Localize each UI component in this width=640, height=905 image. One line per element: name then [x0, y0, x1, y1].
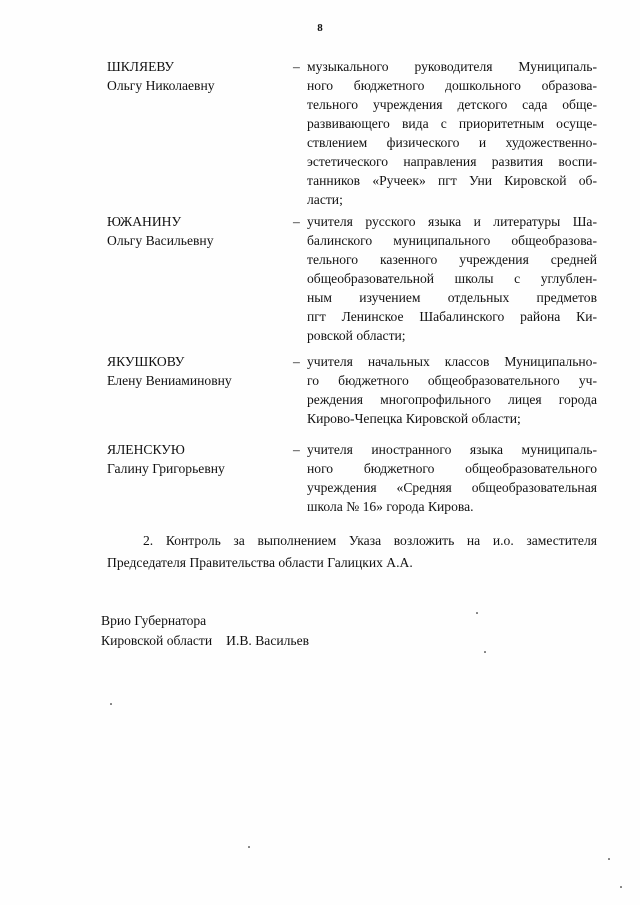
- person-name: [107, 57, 287, 95]
- description-line: школа № 16» города Кирова.: [307, 499, 474, 514]
- scan-speck: [484, 651, 486, 653]
- description-line: ного бюджетного дошкольного образова-: [307, 78, 597, 93]
- person-surname: ЯЛЕНСКУЮ: [107, 442, 185, 457]
- person-given-names: Галину Григорьевну: [107, 461, 225, 476]
- description-line: ствлением физического и художественно-: [307, 135, 597, 150]
- description-line: учителя начальных классов Муниципально-: [307, 354, 597, 369]
- description-line: Кирово-Чепецка Кировской области;: [307, 411, 521, 426]
- signatory-name: И.В. Васильев: [226, 633, 310, 648]
- entry-dash: –: [293, 442, 300, 457]
- scan-speck: [620, 886, 622, 888]
- scan-speck: [476, 612, 478, 614]
- person-given-names: Ольгу Николаевну: [107, 78, 215, 93]
- entry-description: [307, 212, 597, 345]
- person-given-names: Ольгу Васильевну: [107, 233, 214, 248]
- description-line: тельного учреждения детского сада обще-: [307, 97, 597, 112]
- signatory-position: Врио Губернатора: [101, 613, 207, 628]
- description-line: музыкального руководителя Муниципаль-: [307, 59, 597, 74]
- description-line: пгт Ленинское Шабалинского района Ки-: [307, 309, 597, 324]
- person-surname: ЮЖАНИНУ: [107, 214, 182, 229]
- person-surname: ЯКУШКОВУ: [107, 354, 185, 369]
- signatory-line: [101, 631, 309, 651]
- description-line: танников «Ручеек» пгт Уни Кировской об-: [307, 173, 597, 188]
- clause-line: Председателя Правительства области Галицких А.А.: [107, 555, 413, 570]
- entry-dash: –: [293, 214, 300, 229]
- description-line: ласти;: [307, 192, 343, 207]
- entry-description: [307, 440, 597, 516]
- description-line: учителя иностранного языка муниципаль-: [307, 442, 597, 457]
- scan-speck: [248, 846, 250, 848]
- entry-dash: –: [293, 59, 300, 74]
- description-line: го бюджетного общеобразовательного уч-: [307, 373, 597, 388]
- entry-description: [307, 57, 597, 209]
- signatory-region: Кировской области: [101, 633, 213, 648]
- entry-dash: –: [293, 354, 300, 369]
- person-name: [107, 440, 287, 478]
- signature-block: [101, 611, 309, 651]
- scan-speck: [608, 858, 610, 860]
- description-line: ного бюджетного общеобразовательного: [307, 461, 597, 476]
- description-line: балинского муниципального общеобразова-: [307, 233, 597, 248]
- description-line: реждения многопрофильного лицея города: [307, 392, 597, 407]
- clause-line: 2. Контроль за выполнением Указа возложить на и.о. заместителя: [143, 533, 597, 548]
- description-line: учреждения «Средняя общеобразовательная: [307, 480, 597, 495]
- description-line: тельного казенного учреждения средней: [307, 252, 597, 267]
- entry-description: [307, 352, 597, 428]
- description-line: ровской области;: [307, 328, 406, 343]
- person-surname: ШКЛЯЕВУ: [107, 59, 174, 74]
- clause-paragraph: [107, 530, 597, 574]
- description-line: эстетического направления развития воспи-: [307, 154, 597, 169]
- description-line: учителя русского языка и литературы Ша-: [307, 214, 597, 229]
- person-name: [107, 352, 287, 390]
- description-line: развивающего вида с приоритетным осуще-: [307, 116, 597, 131]
- page-number: 8: [317, 22, 323, 34]
- description-line: общеобразовательной школы с углублен-: [307, 271, 597, 286]
- description-line: ным изучением отдельных предметов: [307, 290, 597, 305]
- scan-speck: [110, 703, 112, 705]
- person-given-names: Елену Вениаминовну: [107, 373, 232, 388]
- person-name: [107, 212, 287, 250]
